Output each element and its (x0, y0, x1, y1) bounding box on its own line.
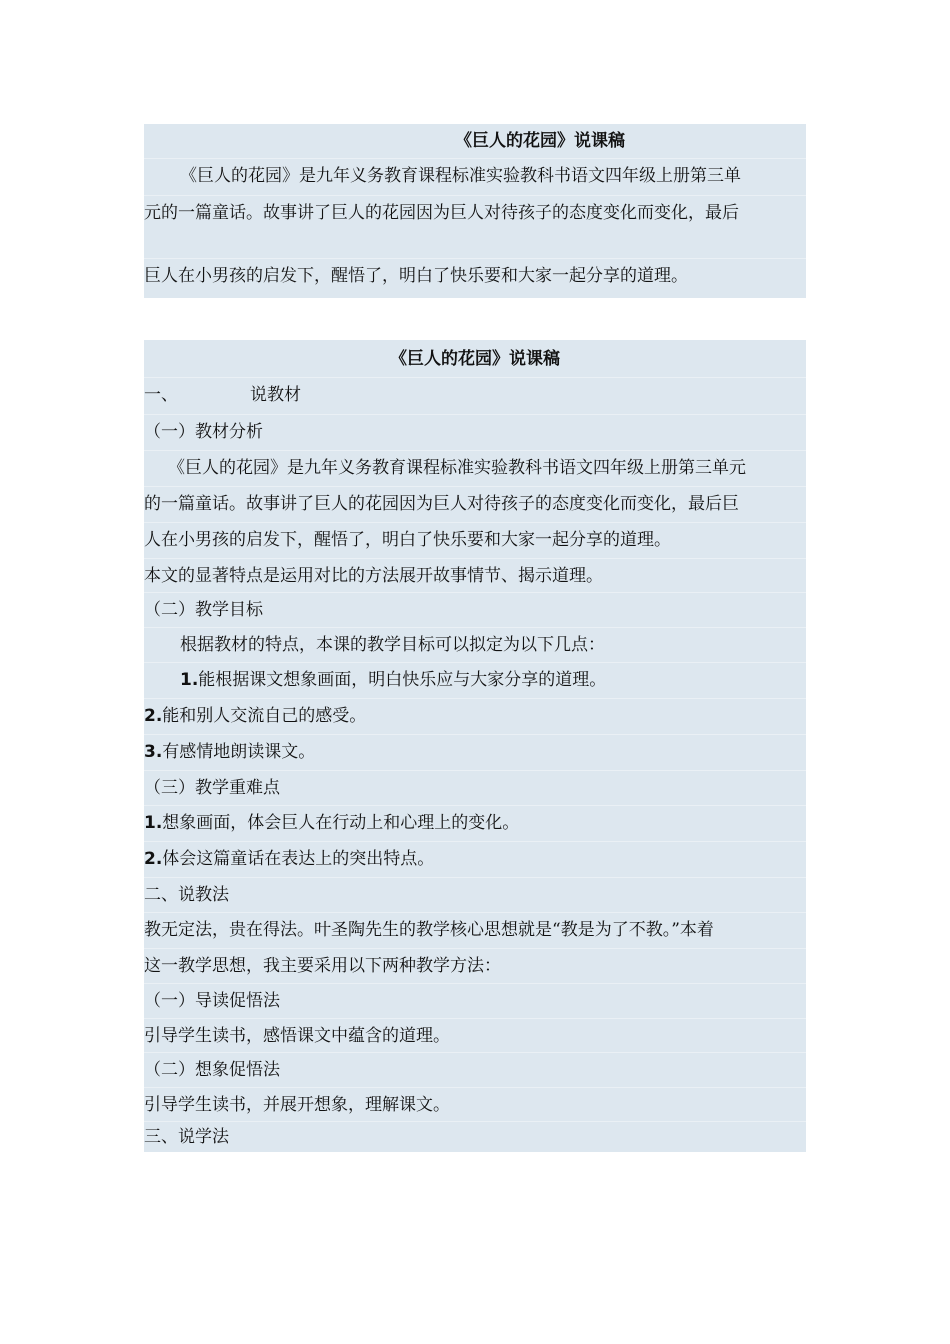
goal-text: 能和别人交流自己的感受。 (162, 706, 367, 726)
heading-1 (144, 377, 806, 412)
heading-3: 三、说学法 (144, 1121, 806, 1153)
goal-text: 能根据课文想象画面，明白快乐应与大家分享的道理。 (198, 670, 607, 690)
main-section (144, 340, 806, 1152)
goal-number: 3. (144, 742, 163, 762)
intro-line-1: 《巨人的花园》是九年义务教育课程标准实验教科书语文四年级上册第三单 (144, 158, 806, 193)
subheading-goals: （二）教学目标 (144, 592, 806, 627)
subheading-key-points: （三）教学重难点 (144, 770, 806, 805)
goal-item (144, 734, 806, 769)
analysis-line-1: 《巨人的花园》是九年义务教育课程标准实验教科书语文四年级上册第三单元 (144, 450, 806, 485)
heading-2: 二、说教法 (144, 877, 806, 912)
doc-title: 《巨人的花园》说课稿 (455, 131, 625, 151)
goal-number: 1. (180, 670, 199, 690)
method-line-1: 教无定法，贵在得法。叶圣陶先生的教学核心思想就是“教是为了不教。”本着 (144, 912, 806, 947)
goal-text: 有感情地朗读课文。 (162, 742, 316, 762)
analysis-line-3: 人在小男孩的启发下，醒悟了，明白了快乐要和大家一起分享的道理。 (144, 522, 806, 557)
key-point-text: 体会这篇童话在表达上的突出特点。 (162, 849, 435, 869)
intro-line-3: 巨人在小男孩的启发下，醒悟了，明白了快乐要和大家一起分享的道理。 (144, 258, 806, 293)
key-point-item (144, 841, 806, 876)
goals-intro: 根据教材的特点，本课的教学目标可以拟定为以下几点： (144, 627, 806, 662)
heading-1-text: 说教材 (250, 385, 301, 405)
main-title: 《巨人的花园》说课稿 (390, 349, 560, 369)
feature-line: 本文的显著特点是运用对比的方法展开故事情节、揭示道理。 (144, 558, 806, 593)
subheading-analysis: （一）教材分析 (144, 414, 806, 449)
method-line-2: 这一教学思想，我主要采用以下两种教学方法： (144, 948, 806, 983)
goal-item (144, 662, 806, 697)
goal-item (144, 698, 806, 733)
key-point-number: 1. (144, 813, 163, 833)
key-point-text: 想象画面，体会巨人在行动上和心理上的变化。 (162, 813, 520, 833)
method-2-text: 引导学生读书，并展开想象，理解课文。 (144, 1087, 806, 1122)
method-2-heading: （二）想象促悟法 (144, 1052, 806, 1087)
heading-1-number: 一、 (144, 385, 178, 405)
method-1-text: 引导学生读书，感悟课文中蕴含的道理。 (144, 1018, 806, 1053)
goal-number: 2. (144, 706, 163, 726)
analysis-line-2: 的一篇童话。故事讲了巨人的花园因为巨人对待孩子的态度变化而变化，最后巨 (144, 486, 806, 521)
intro-line-2: 元的一篇童话。故事讲了巨人的花园因为巨人对待孩子的态度变化而变化，最后 (144, 195, 806, 230)
intro-section (144, 124, 806, 298)
method-1-heading: （一）导读促悟法 (144, 983, 806, 1018)
key-point-item (144, 805, 806, 840)
key-point-number: 2. (144, 849, 163, 869)
